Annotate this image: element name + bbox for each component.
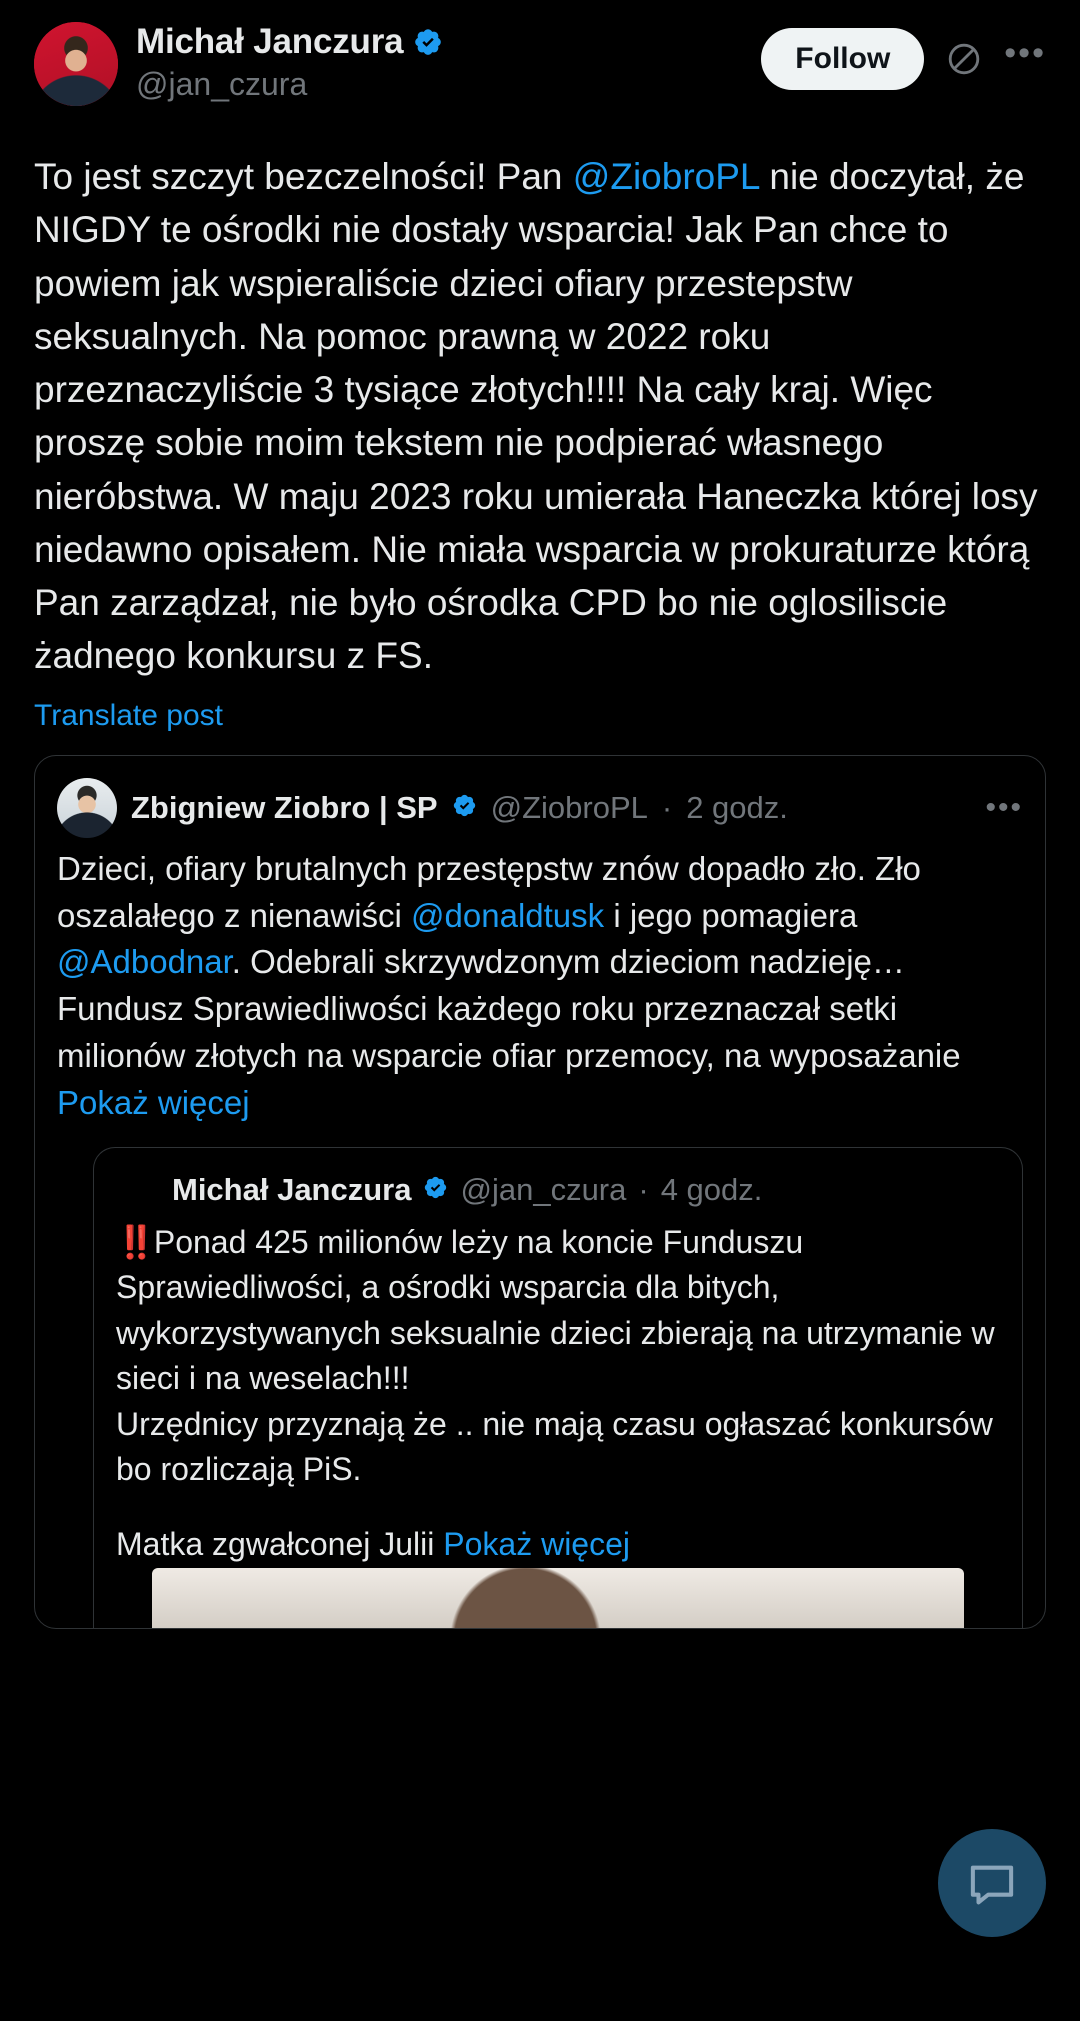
inner-quoted-text-part-3: Matka zgwałconej Julii bbox=[116, 1526, 444, 1563]
messages-fab-button[interactable] bbox=[938, 1829, 1046, 1937]
follow-button[interactable]: Follow bbox=[761, 28, 924, 90]
quoted-author-avatar[interactable] bbox=[57, 778, 117, 838]
paragraph-gap bbox=[116, 1492, 1000, 1522]
author-info bbox=[136, 18, 743, 103]
inner-quoted-media-wrap bbox=[116, 1568, 1000, 1628]
more-options-icon[interactable]: ••• bbox=[1004, 34, 1046, 72]
author-handle[interactable]: @jan_czura bbox=[136, 66, 308, 102]
inner-quoted-author-display-name: Michał Janczura bbox=[172, 1171, 412, 1207]
inner-quoted-separator: · bbox=[638, 1171, 649, 1207]
quoted-text-part-3: . Odebrali skrzywdzonym dzieciom nadzieję… Fundusz Sprawiedliwości każdego roku przeznaczał setki milionów złotych na wsparcie ofiar przemocy, na wyposażanie bbox=[57, 943, 961, 1075]
quoted-verified-badge-icon bbox=[452, 793, 477, 823]
inner-quoted-post-text bbox=[116, 1220, 1000, 1568]
translate-post-link[interactable]: Translate post bbox=[34, 698, 223, 732]
post-text-part-2: nie doczytał, że NIGDY te ośrodki nie dostały wsparcia! Jak Pan chce to powiem jak wspieraliście dzieci ofiary przestepstw seksualnych. Na pomoc prawną w 2022 roku przeznaczyliście 3 tysiące złotych!!!! Na cały kraj. Więc proszę sobie moim tekstem nie podpierać własnego nieróbstwa. W maju 2023 roku umierała Haneczka której losy niedawno opisałem. Nie miała wsparcia w prokuraturze którą Pan zarządzał, nie było ośrodka CPD bo nie oglosiliscie żadnego konkursu z FS. bbox=[34, 156, 1038, 677]
inner-quoted-timestamp: 4 godz. bbox=[660, 1171, 763, 1207]
inner-quoted-text-part-1: Ponad 425 milionów leży na koncie Funduszu Sprawiedliwości, a ośrodki wsparcia dla bitych, wykorzystywanych seksualnie dzieci zbierają na utrzymanie w sieci i na weselach!!! bbox=[116, 1223, 995, 1397]
inner-quoted-text-part-2: Urzędnicy przyznają że .. nie mają czasu ogłaszać konkursów bo rozliczają PiS. bbox=[116, 1405, 993, 1487]
avatar-image bbox=[34, 22, 118, 106]
quoted-post-text bbox=[57, 846, 1023, 1127]
inner-quoted-verified-badge-icon bbox=[423, 1175, 448, 1205]
post-header bbox=[34, 18, 1046, 128]
quoted-author-display-name: Zbigniew Ziobro | SP bbox=[131, 789, 438, 825]
inner-quoted-media-thumbnail[interactable] bbox=[152, 1568, 964, 1628]
mention-ziobropl[interactable]: @ZiobroPL bbox=[572, 156, 760, 197]
quoted-text-part-1: Dzieci, ofiary brutalnych przestępstw znów dopadło zło. Zło oszalałego z nienawiści bbox=[57, 849, 921, 934]
message-bubble-icon bbox=[965, 1856, 1019, 1910]
quoted-text-part-2: i jego pomagiera bbox=[604, 896, 858, 934]
quoted-separator: · bbox=[661, 789, 673, 825]
quoted-more-options-icon[interactable]: ••• bbox=[985, 790, 1023, 824]
avatar[interactable] bbox=[34, 22, 118, 106]
quoted-post-header bbox=[57, 778, 1023, 838]
post-text-part-1: To jest szczyt bezczelności! Pan bbox=[34, 156, 573, 197]
header-actions bbox=[761, 18, 1046, 90]
quoted-author-handle: @ZiobroPL bbox=[490, 789, 648, 825]
inner-quoted-author-avatar[interactable] bbox=[116, 1168, 160, 1212]
post-text bbox=[34, 150, 1046, 683]
inner-quoted-show-more-link[interactable]: Pokaż więcej bbox=[443, 1526, 630, 1563]
verified-badge-icon bbox=[413, 27, 443, 57]
quoted-show-more-link[interactable]: Pokaż więcej bbox=[57, 1083, 250, 1121]
inner-quoted-post-header bbox=[116, 1168, 1000, 1212]
author-display-name[interactable]: Michał Janczura bbox=[136, 22, 404, 61]
quoted-timestamp: 2 godz. bbox=[686, 789, 788, 825]
double-exclamation-icon: ‼️ bbox=[116, 1223, 154, 1260]
inner-quoted-post-card[interactable] bbox=[93, 1147, 1023, 1628]
inner-quoted-author-handle: @jan_czura bbox=[460, 1171, 627, 1207]
quoted-post-card[interactable] bbox=[34, 755, 1046, 1629]
mention-donaldtusk[interactable]: @donaldtusk bbox=[411, 896, 605, 934]
mute-slash-icon[interactable] bbox=[946, 41, 982, 77]
mention-adbodnar[interactable]: @Adbodnar bbox=[57, 943, 232, 981]
author-name-row bbox=[136, 22, 743, 62]
